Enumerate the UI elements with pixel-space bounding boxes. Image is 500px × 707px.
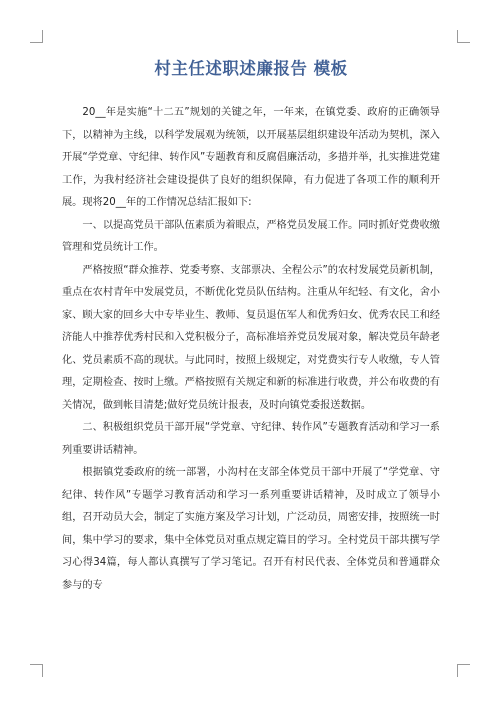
crop-mark-bottom-left (30, 664, 43, 677)
document-title: 村主任述职述廉报告 模板 (154, 59, 348, 78)
paragraph-body-1: 严格按照“群众推荐、党委考察、支部票决、全程公示”的农村发展党员新机制，重点在农村青年中发展党员，不断优化党员队伍结构。注重从年纪轻、有文化，舍小家、顾大家的回乡大中专毕业生、教师、复员退伍军人和优秀妇女、优秀农民工和经济能人中推荐优秀村民和入党积极分子，高标准培养党员发展对象，解决党员年龄老化、党员素质不高的现状。与此同时，按照上级规定，对党费实行专人收缴，专人管理，定期检查、按时上缴。严格按照有关规定和新的标准进行收费，并公布收费的有关情况，做到帐目清楚;做好党员统计报表，及时向镇党委报送数据。 (62, 264, 440, 411)
document-page (62, 58, 440, 597)
paragraph-heading-1: 一、以提高党员干部队伍素质为着眼点，严格党员发展工作。同时抓好党费收缴管理和党员统计工作。 (62, 219, 440, 253)
crop-mark-top-right (457, 30, 470, 43)
crop-mark-top-left (30, 30, 43, 43)
crop-mark-bottom-right (457, 664, 470, 677)
paragraph-body-2: 根据镇党委政府的统一部署，小沟村在支部全体党员干部中开展了“学党章、守纪律、转作风”专题学习教育活动和学习一系列重要讲话精神，及时成立了领导小组，召开动员大会，制定了实施方案及学习计划，广泛动员，周密安排，按照统一时间，集中学习的要求，集中全体党员对重点规定篇目的学习。全村党员干部共撰写学习心得34篇，每人都认真撰写了学习笔记。召开有村民代表、全体党员和普通群众参与的专 (62, 467, 440, 591)
paragraph-intro: 20__年是实施“十二五”规划的关键之年，一年来，在镇党委、政府的正确领导下，以精神为主线，以科学发展观为统领，以开展基层组织建设年活动为契机，深入开展“学党章、守纪律、转作风”专题教育和反腐倡廉活动，多措并举，扎实推进党建工作，为我村经济社会建设提供了良好的组织保障，有力促进了各项工作的顺利开展。现将20__年的工作情况总结汇报如下: (62, 107, 440, 208)
paragraph-heading-2: 二、积极组织党员干部开展“学党章、守纪律、转作风”专题教育活动和学习一系列重要讲话精神。 (62, 422, 440, 456)
